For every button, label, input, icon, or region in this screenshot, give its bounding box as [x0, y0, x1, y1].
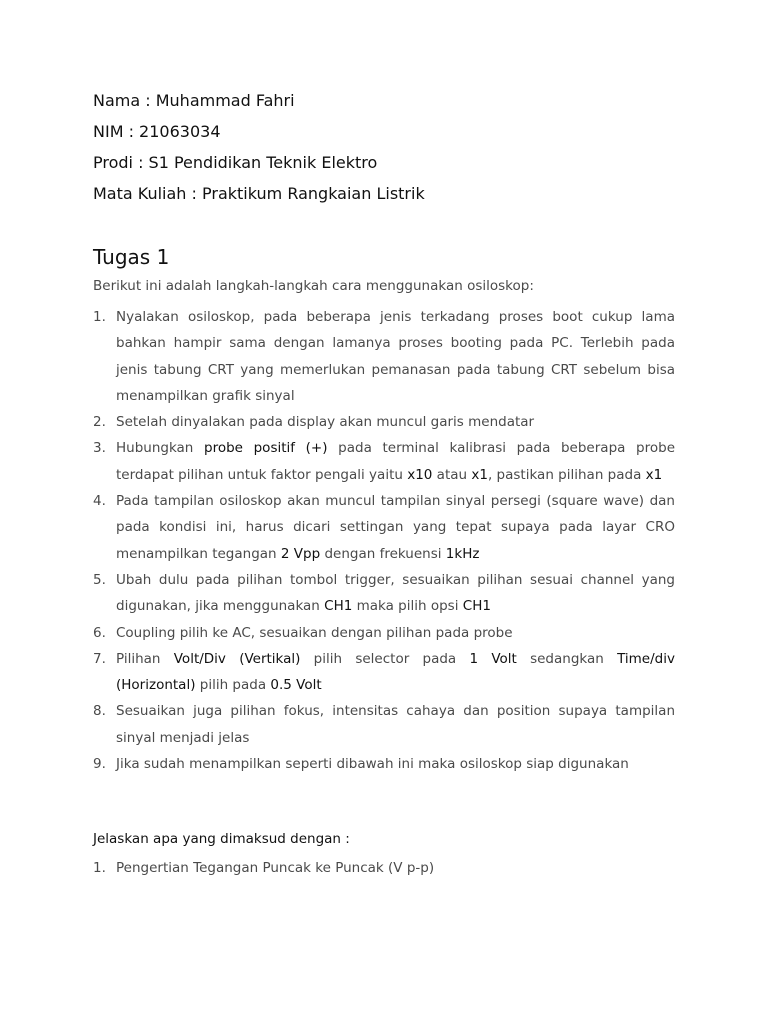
step-text: dengan frekuensi [320, 545, 446, 562]
step-item [93, 646, 675, 699]
question-text: Pengertian Tegangan Puncak ke Puncak (V p-p) [116, 860, 435, 876]
step-highlight: Volt/Div (Vertikal) [173, 650, 301, 667]
step-text: Pilihan [116, 650, 174, 667]
step-item [93, 409, 675, 435]
step-text: sedangkan [516, 650, 618, 667]
step-number: 8. [93, 703, 106, 720]
step-text: Nyalakan osiloskop, pada beberapa jenis terkadang proses boot cukup lama bahkan hampir sama dengan lamanya proses booting pada PC. Terlebih pada jenis tabung CRT yang memerlukan pemanasan pada tabung CRT sebelum bisa menampilkan grafik sinyal [116, 309, 675, 404]
step-item [93, 620, 675, 646]
step-highlight: 2 Vpp [280, 545, 321, 562]
step-item [93, 698, 675, 751]
step-text: Sesuaikan juga pilihan fokus, intensitas cahaya dan position supaya tampilan sinyal menjadi jelas [116, 703, 675, 746]
step-text: Ubah dulu pada pilihan tombol trigger, sesuaikan pilihan sesuai channel yang digunakan, jika menggunakan [116, 571, 675, 615]
step-highlight: 1 Volt [469, 650, 517, 667]
step-highlight: x1 [645, 466, 663, 483]
step-text: , pastikan pilihan pada [487, 466, 646, 483]
student-nim: NIM : 21063034 [93, 122, 221, 141]
step-item [93, 567, 675, 620]
step-text: atau [432, 466, 472, 483]
step-highlight: 0.5 Volt [270, 677, 322, 694]
step-number: 9. [93, 756, 106, 773]
step-text: Jika sudah menampilkan seperti dibawah ini maka osiloskop siap digunakan [116, 756, 629, 773]
step-text: maka pilih opsi [352, 598, 463, 615]
step-text: Pada tampilan osiloskop akan muncul tampilan sinyal persegi (square wave) dan pada kondisi ini, harus dicari settingan yang tepat supaya pada layar CRO menampilkan tegangan [116, 493, 675, 562]
questions-list [93, 855, 675, 881]
step-number: 4. [93, 493, 106, 510]
step-highlight: x1 [471, 466, 488, 483]
step-text: pilih pada [195, 677, 271, 694]
step-highlight: Time/div (Horizontal) [116, 650, 675, 694]
questions-heading: Jelaskan apa yang dimaksud dengan : [93, 831, 350, 847]
step-highlight: 1kHz [445, 545, 480, 562]
course-name: Mata Kuliah : Praktikum Rangkaian Listrik [93, 184, 425, 203]
step-highlight: CH1 [462, 598, 491, 615]
question-number: 1. [93, 860, 106, 876]
step-number: 3. [93, 440, 106, 457]
step-number: 1. [93, 309, 106, 325]
assignment-intro: Berikut ini adalah langkah-langkah cara menggunakan osiloskop: [93, 278, 534, 294]
step-text: Hubungkan [116, 440, 205, 457]
step-highlight: x10 [407, 466, 433, 483]
step-item [93, 488, 675, 567]
study-program: Prodi : S1 Pendidikan Teknik Elektro [93, 153, 378, 172]
question-item [93, 855, 675, 881]
step-number: 5. [93, 571, 106, 588]
step-item [93, 304, 675, 409]
steps-list [93, 304, 675, 777]
step-number: 7. [93, 650, 106, 667]
step-item [93, 751, 675, 777]
assignment-title: Tugas 1 [93, 245, 170, 269]
step-text: Coupling pilih ke AC, sesuaikan dengan pilihan pada probe [116, 624, 513, 641]
step-number: 2. [93, 414, 106, 431]
step-item [93, 435, 675, 488]
student-name: Nama : Muhammad Fahri [93, 91, 295, 110]
step-highlight: CH1 [324, 598, 353, 615]
step-highlight: probe positif (+) [204, 440, 328, 457]
step-text: Setelah dinyalakan pada display akan muncul garis mendatar [116, 414, 535, 431]
step-text: pilih selector pada [300, 650, 470, 667]
step-text: pada terminal kalibrasi pada beberapa probe terdapat pilihan untuk faktor pengali yaitu [116, 440, 676, 483]
step-number: 6. [93, 624, 106, 641]
